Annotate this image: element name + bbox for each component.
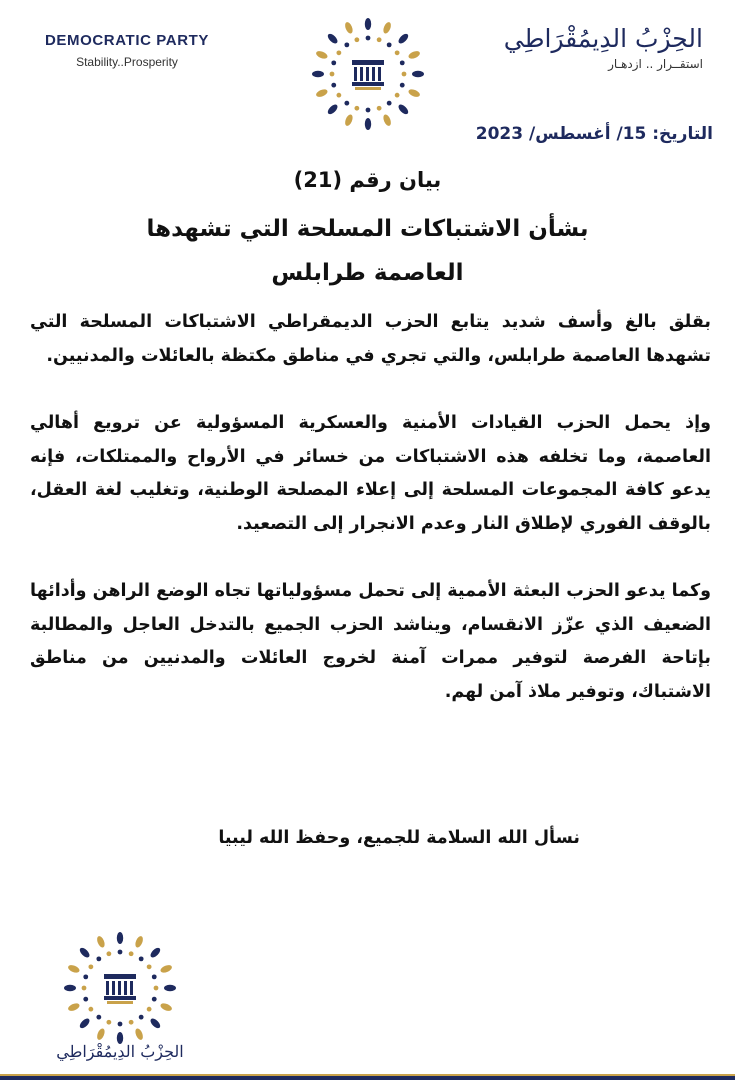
closing-line: نسأل الله السلامة للجميع، وحفظ الله ليبيا: [218, 828, 580, 848]
paragraph-3: وكما يدعو الحزب البعثة الأممية إلى تحمل مسؤولياتها تجاه الوضع الراهن وأدائها الضعيف الذي عزّز الانقسام، ويناشد الحزب الجميع بالتدخل العاجل والمطالبة بإتاحة الفرصة لتوفير ممرات آمنة لخروج العائلات والمدنيين من مناطق الاشتباك، وتوفير ملاذ آمن لهم.: [30, 581, 711, 702]
party-emblem-icon: [60, 928, 180, 1048]
tagline-arabic: استقــرار .. ازدهـار: [608, 57, 703, 71]
title-line-2: العاصمة طرابلس: [271, 260, 464, 286]
statement-number: بيان رقم (21): [293, 168, 442, 192]
statement-title: [30, 207, 705, 295]
paragraph-2: وإذ يحمل الحزب القيادات الأمنية والعسكرية المسؤولية عن ترويع أهالي العاصمة، وما تخلفه هذه الاشتباكات من خسائر في الأرواح والممتلكات، فإنه يدعو كافة المجموعات المسلحة إلى إعلاء المصلحة الوطنية، وتغليب لغة العقل، بالوقف الفوري لإطلاق النار وعدم الانجرار إلى التصعيد.: [30, 413, 711, 534]
paragraph-1: بقلق بالغ وأسف شديد يتابع الحزب الديمقراطي الاشتباكات المسلحة التي تشهدها العاصمة طرابلس، والتي تجري في مناطق مكتظة بالعائلات والمدنيين.: [30, 312, 711, 366]
party-name-arabic: الحِزْبُ الدِيمُقْرَاطِي: [503, 24, 703, 53]
title-line-1: بشأن الاشتباكات المسلحة التي تشهدها: [146, 216, 589, 242]
statement-body: [30, 306, 711, 743]
header-english: [32, 32, 222, 69]
party-name-english: DEMOCRATIC PARTY: [44, 32, 210, 49]
statement-date: التاريخ: 15/ أغسطس/ 2023: [475, 124, 713, 144]
tagline-english: Stability..Prosperity: [76, 55, 178, 69]
footer-bar: [0, 1074, 735, 1080]
party-emblem-icon: [308, 14, 428, 134]
header-arabic: [503, 24, 703, 71]
footer-party-name: الحِزْبُ الدِيمُقْرَاطِي: [56, 1042, 184, 1061]
